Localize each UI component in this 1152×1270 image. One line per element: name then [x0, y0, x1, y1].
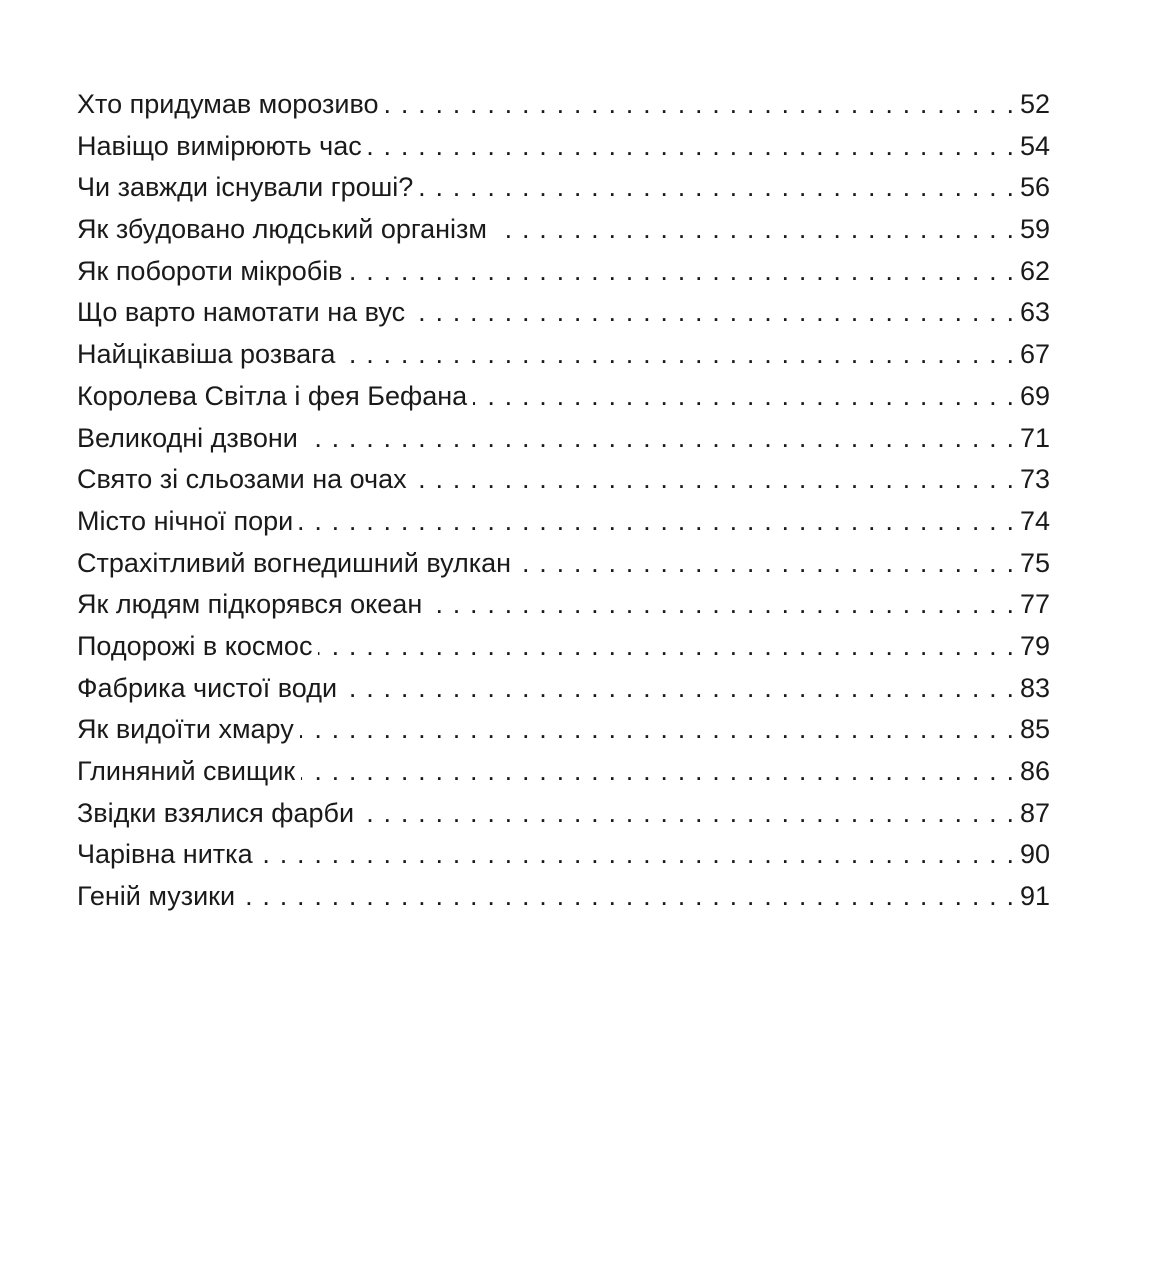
toc-entry-page: 83 — [1019, 672, 1050, 703]
dot-leader — [301, 751, 1014, 793]
toc-entry — [77, 793, 1050, 835]
toc-entry-page: 87 — [1019, 797, 1050, 828]
toc-entry-title: Подорожі в космос — [77, 630, 313, 661]
toc-entry — [77, 751, 1050, 793]
dot-leader — [411, 292, 1014, 334]
dot-leader — [428, 584, 1014, 626]
toc-entry-page: 63 — [1019, 297, 1050, 328]
toc-entry-page: 77 — [1019, 589, 1050, 620]
dot-leader — [343, 668, 1014, 710]
dot-leader — [304, 418, 1014, 460]
toc-entry-page: 73 — [1019, 464, 1050, 495]
toc-entry — [77, 626, 1050, 668]
toc-entry-title: Навіщо вимірюють час — [77, 130, 362, 161]
toc-entry-page: 52 — [1019, 89, 1050, 119]
toc-entry-title: Звідки взялися фарби — [77, 797, 355, 828]
toc-entry — [77, 334, 1050, 376]
toc-entry — [77, 376, 1050, 418]
toc-entry-title: Що варто намотати на вус — [77, 297, 406, 328]
toc-entry-title: Найцікавіша розвага — [77, 339, 336, 370]
toc-entry — [77, 834, 1050, 876]
toc-entry — [77, 292, 1050, 334]
toc-entry — [77, 167, 1050, 209]
toc-entry-title: Великодні дзвони — [77, 422, 298, 453]
toc-entry-title: Як видоїти хмару — [77, 714, 294, 745]
toc-entry-title: Як людям підкорявся океан — [77, 589, 423, 620]
toc-entry — [77, 126, 1050, 168]
toc-entry-page: 79 — [1019, 630, 1050, 661]
toc-entry-title: Чарівна нитка — [77, 839, 253, 870]
toc-entry-title: Страхітливий вогнедишний вулкан — [77, 547, 512, 578]
toc-entry-page: 85 — [1019, 714, 1050, 745]
toc-entry-page: 56 — [1019, 172, 1050, 203]
dot-leader — [360, 793, 1014, 835]
dot-leader — [473, 376, 1014, 418]
table-of-contents — [77, 84, 1050, 918]
toc-entry-title: Чи завжди існували гроші? — [77, 172, 414, 203]
dot-leader — [419, 167, 1014, 209]
toc-entry — [77, 251, 1050, 293]
dot-leader — [368, 126, 1014, 168]
toc-entry-page: 90 — [1019, 839, 1050, 870]
toc-entry-page: 74 — [1019, 505, 1050, 536]
toc-entry-title: Королева Світла і фея Бефана — [77, 380, 468, 411]
toc-entry-page: 86 — [1019, 756, 1050, 786]
dot-leader — [241, 876, 1014, 918]
toc-entry — [77, 584, 1050, 626]
dot-leader — [318, 626, 1014, 668]
toc-entry — [77, 876, 1050, 918]
toc-entry-title: Місто нічної пори — [77, 505, 294, 536]
toc-entry-title: Глиняний свищик — [77, 756, 296, 786]
toc-entry-page: 71 — [1019, 422, 1050, 453]
toc-entry — [77, 501, 1050, 543]
toc-entry — [77, 418, 1050, 460]
dot-leader — [300, 709, 1014, 751]
dot-leader — [259, 834, 1014, 876]
toc-entry-title: Геній музики — [77, 881, 236, 912]
toc-entry — [77, 209, 1050, 251]
toc-entry-title: Хто придумав морозиво — [77, 89, 379, 119]
toc-entry-page: 54 — [1019, 130, 1050, 161]
toc-entry-page: 67 — [1019, 339, 1050, 370]
toc-entry — [77, 668, 1050, 710]
dot-leader — [349, 251, 1014, 293]
toc-entry-title: Як побороти мікробів — [77, 255, 343, 286]
dot-leader — [413, 459, 1014, 501]
dot-leader — [299, 501, 1014, 543]
toc-entry — [77, 84, 1050, 126]
toc-entry-page: 62 — [1019, 255, 1050, 286]
toc-entry — [77, 459, 1050, 501]
toc-entry-page: 75 — [1019, 547, 1050, 578]
toc-entry-page: 69 — [1019, 380, 1050, 411]
dot-leader — [341, 334, 1014, 376]
toc-entry — [77, 543, 1050, 585]
toc-entry-title: Як збудовано людський організм — [77, 214, 487, 245]
toc-entry-page: 91 — [1019, 881, 1050, 912]
dot-leader — [493, 209, 1014, 251]
toc-entry — [77, 709, 1050, 751]
toc-entry-title: Свято зі сльозами на очах — [77, 464, 407, 495]
dot-leader — [517, 543, 1014, 585]
toc-entry-page: 59 — [1019, 214, 1050, 245]
dot-leader — [385, 84, 1014, 126]
toc-entry-title: Фабрика чистої води — [77, 672, 338, 703]
